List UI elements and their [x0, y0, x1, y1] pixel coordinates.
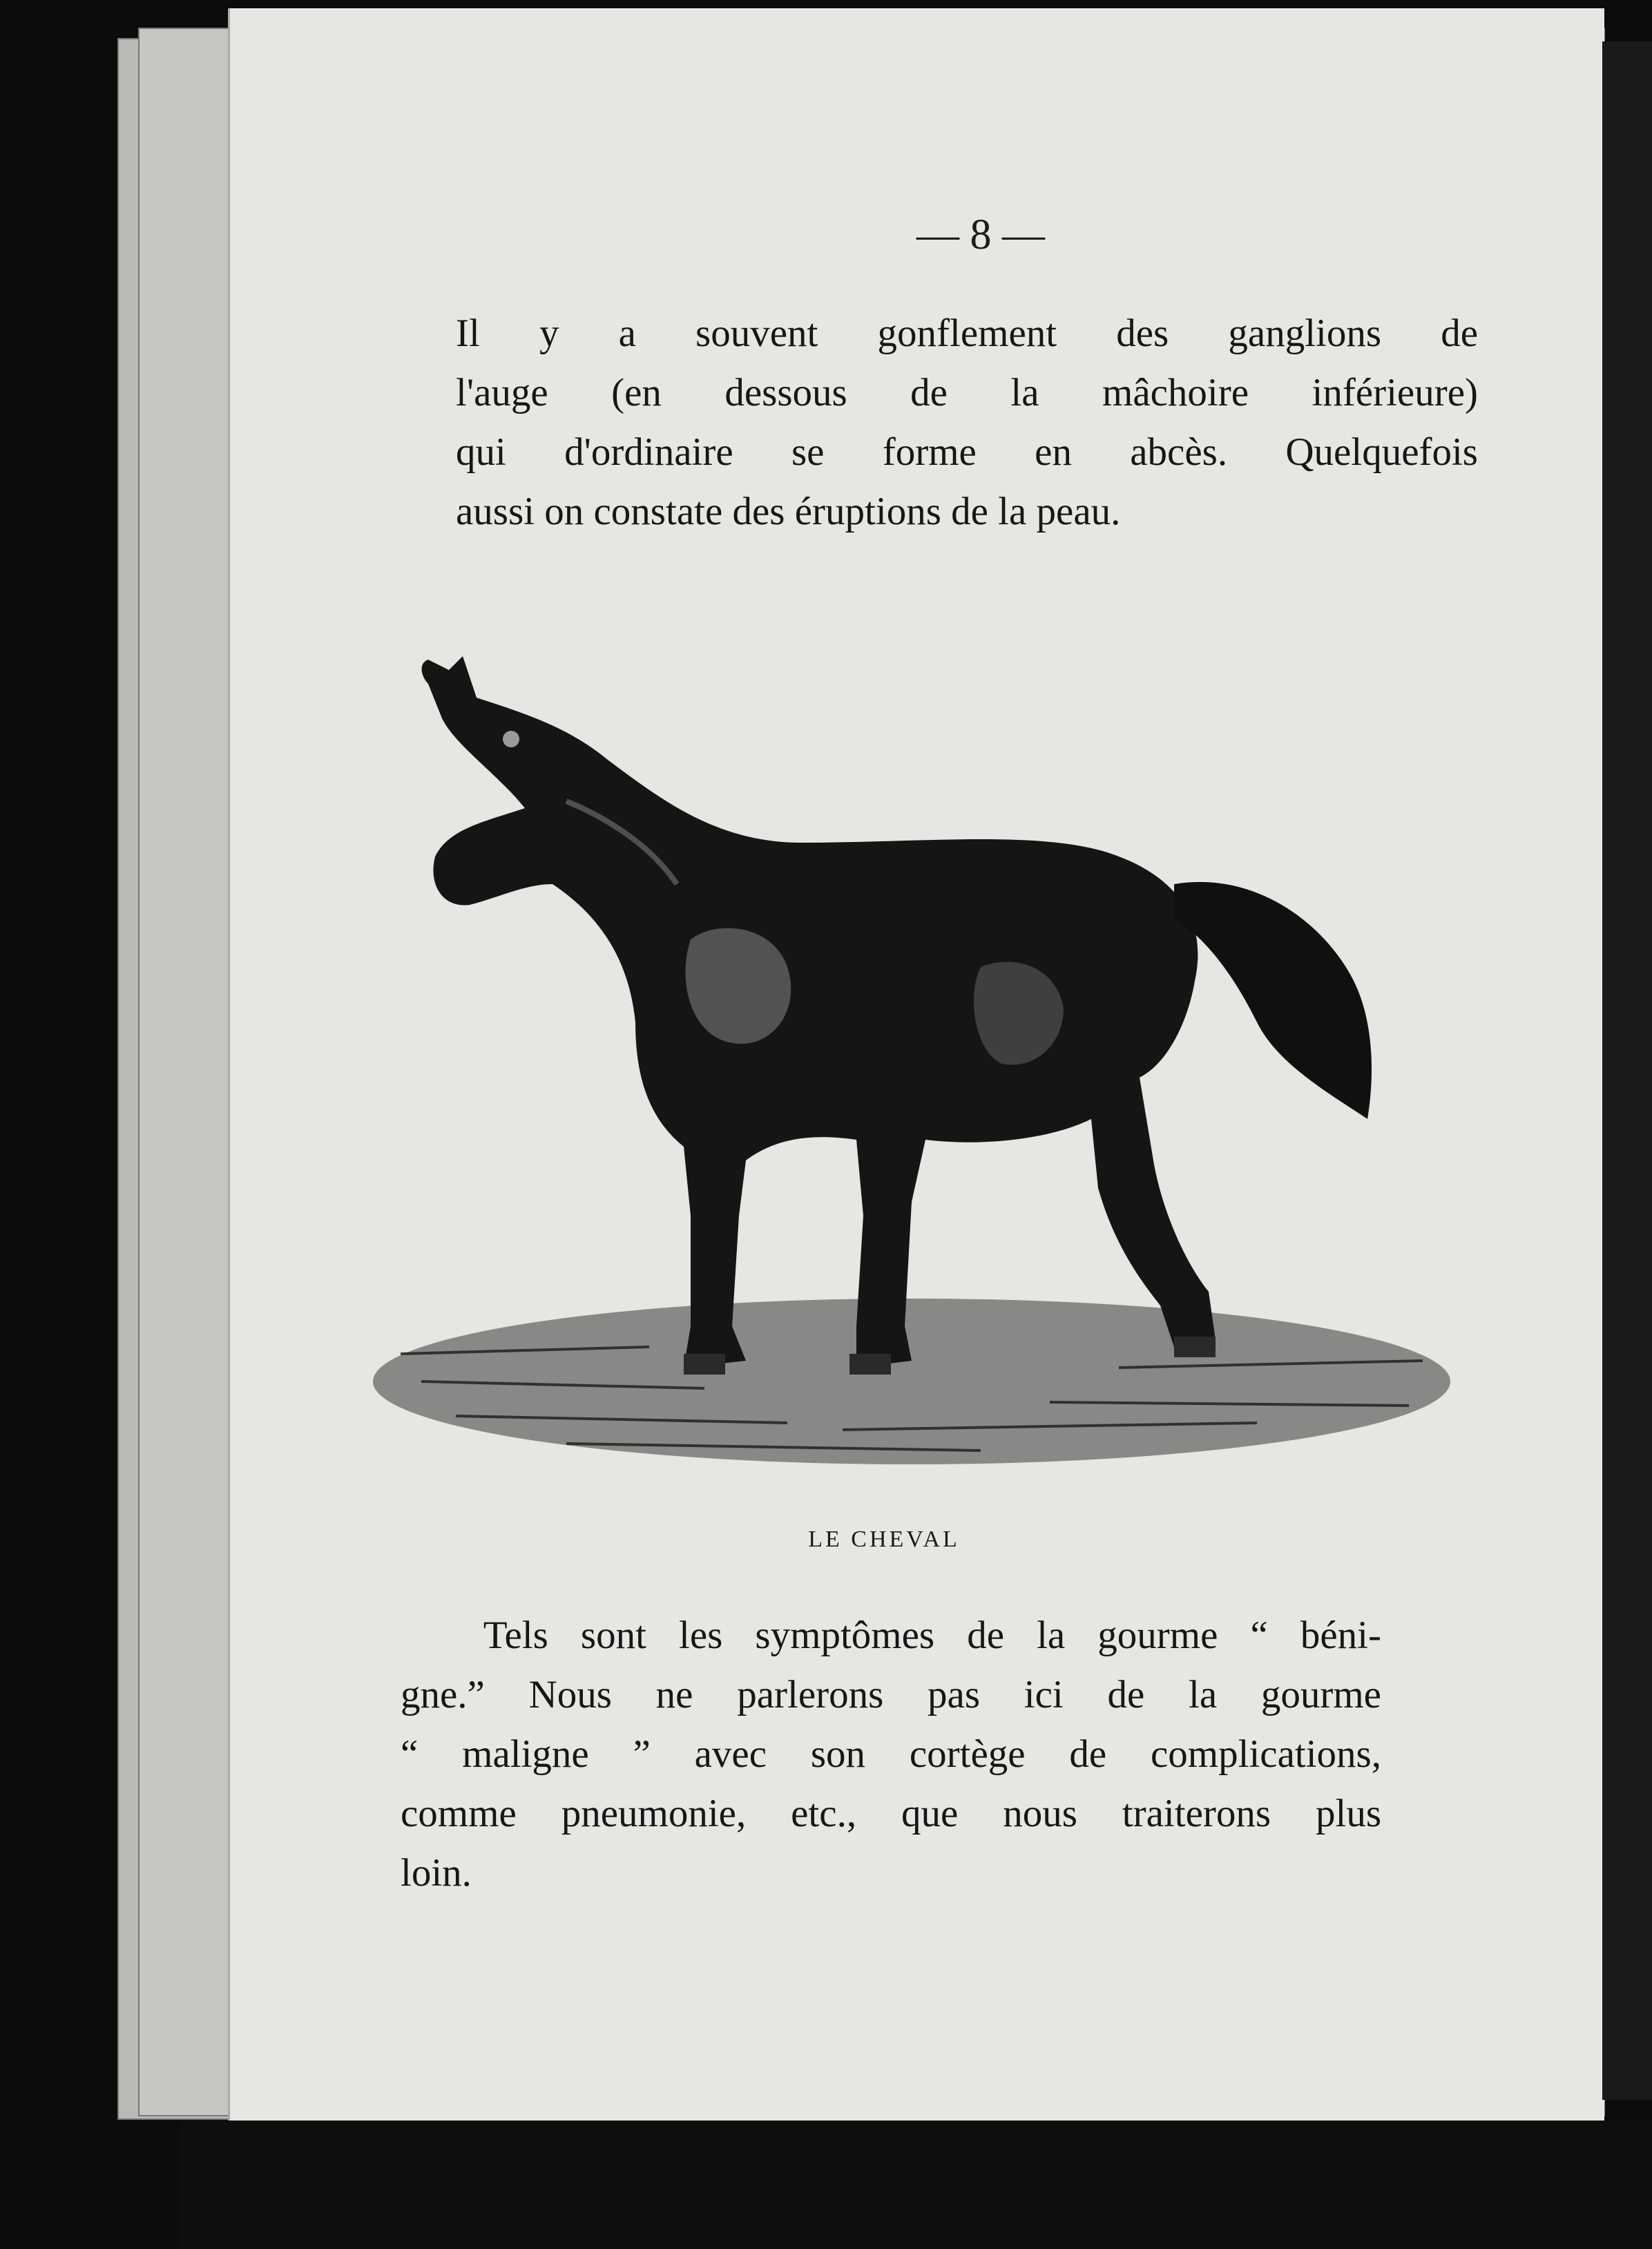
- paragraph-line: Il y a souvent gonflement des ganglions de: [456, 312, 1478, 355]
- paragraph-line: loin.: [401, 1851, 472, 1895]
- paragraph-bottom: [401, 1606, 1381, 1903]
- figure-caption: LE CHEVAL: [808, 1527, 960, 1552]
- page-number: — 8 —: [916, 211, 1045, 258]
- paragraph-line: “ maligne ” avec son cortège de complications,: [401, 1732, 1381, 1776]
- bottom-shadow: [180, 2121, 1652, 2249]
- paragraph-top: [456, 304, 1478, 542]
- book-gutter: [1602, 41, 1652, 2100]
- paragraph-line: l'auge (en dessous de la mâchoire inférieure): [456, 371, 1478, 414]
- paragraph-line: gne.” Nous ne parlerons pas ici de la gourme: [401, 1673, 1381, 1716]
- paragraph-line: Tels sont les symptômes de la gourme “ béni-: [483, 1614, 1381, 1657]
- paragraph-line: aussi on constate des éruptions de la peau.: [456, 490, 1121, 533]
- paragraph-line: comme pneumonie, etc., que nous traiterons plus: [401, 1792, 1381, 1835]
- horse-engraving: [359, 594, 1464, 1513]
- paragraph-line: qui d'ordinaire se forme en abcès. Quelquefois: [456, 430, 1478, 474]
